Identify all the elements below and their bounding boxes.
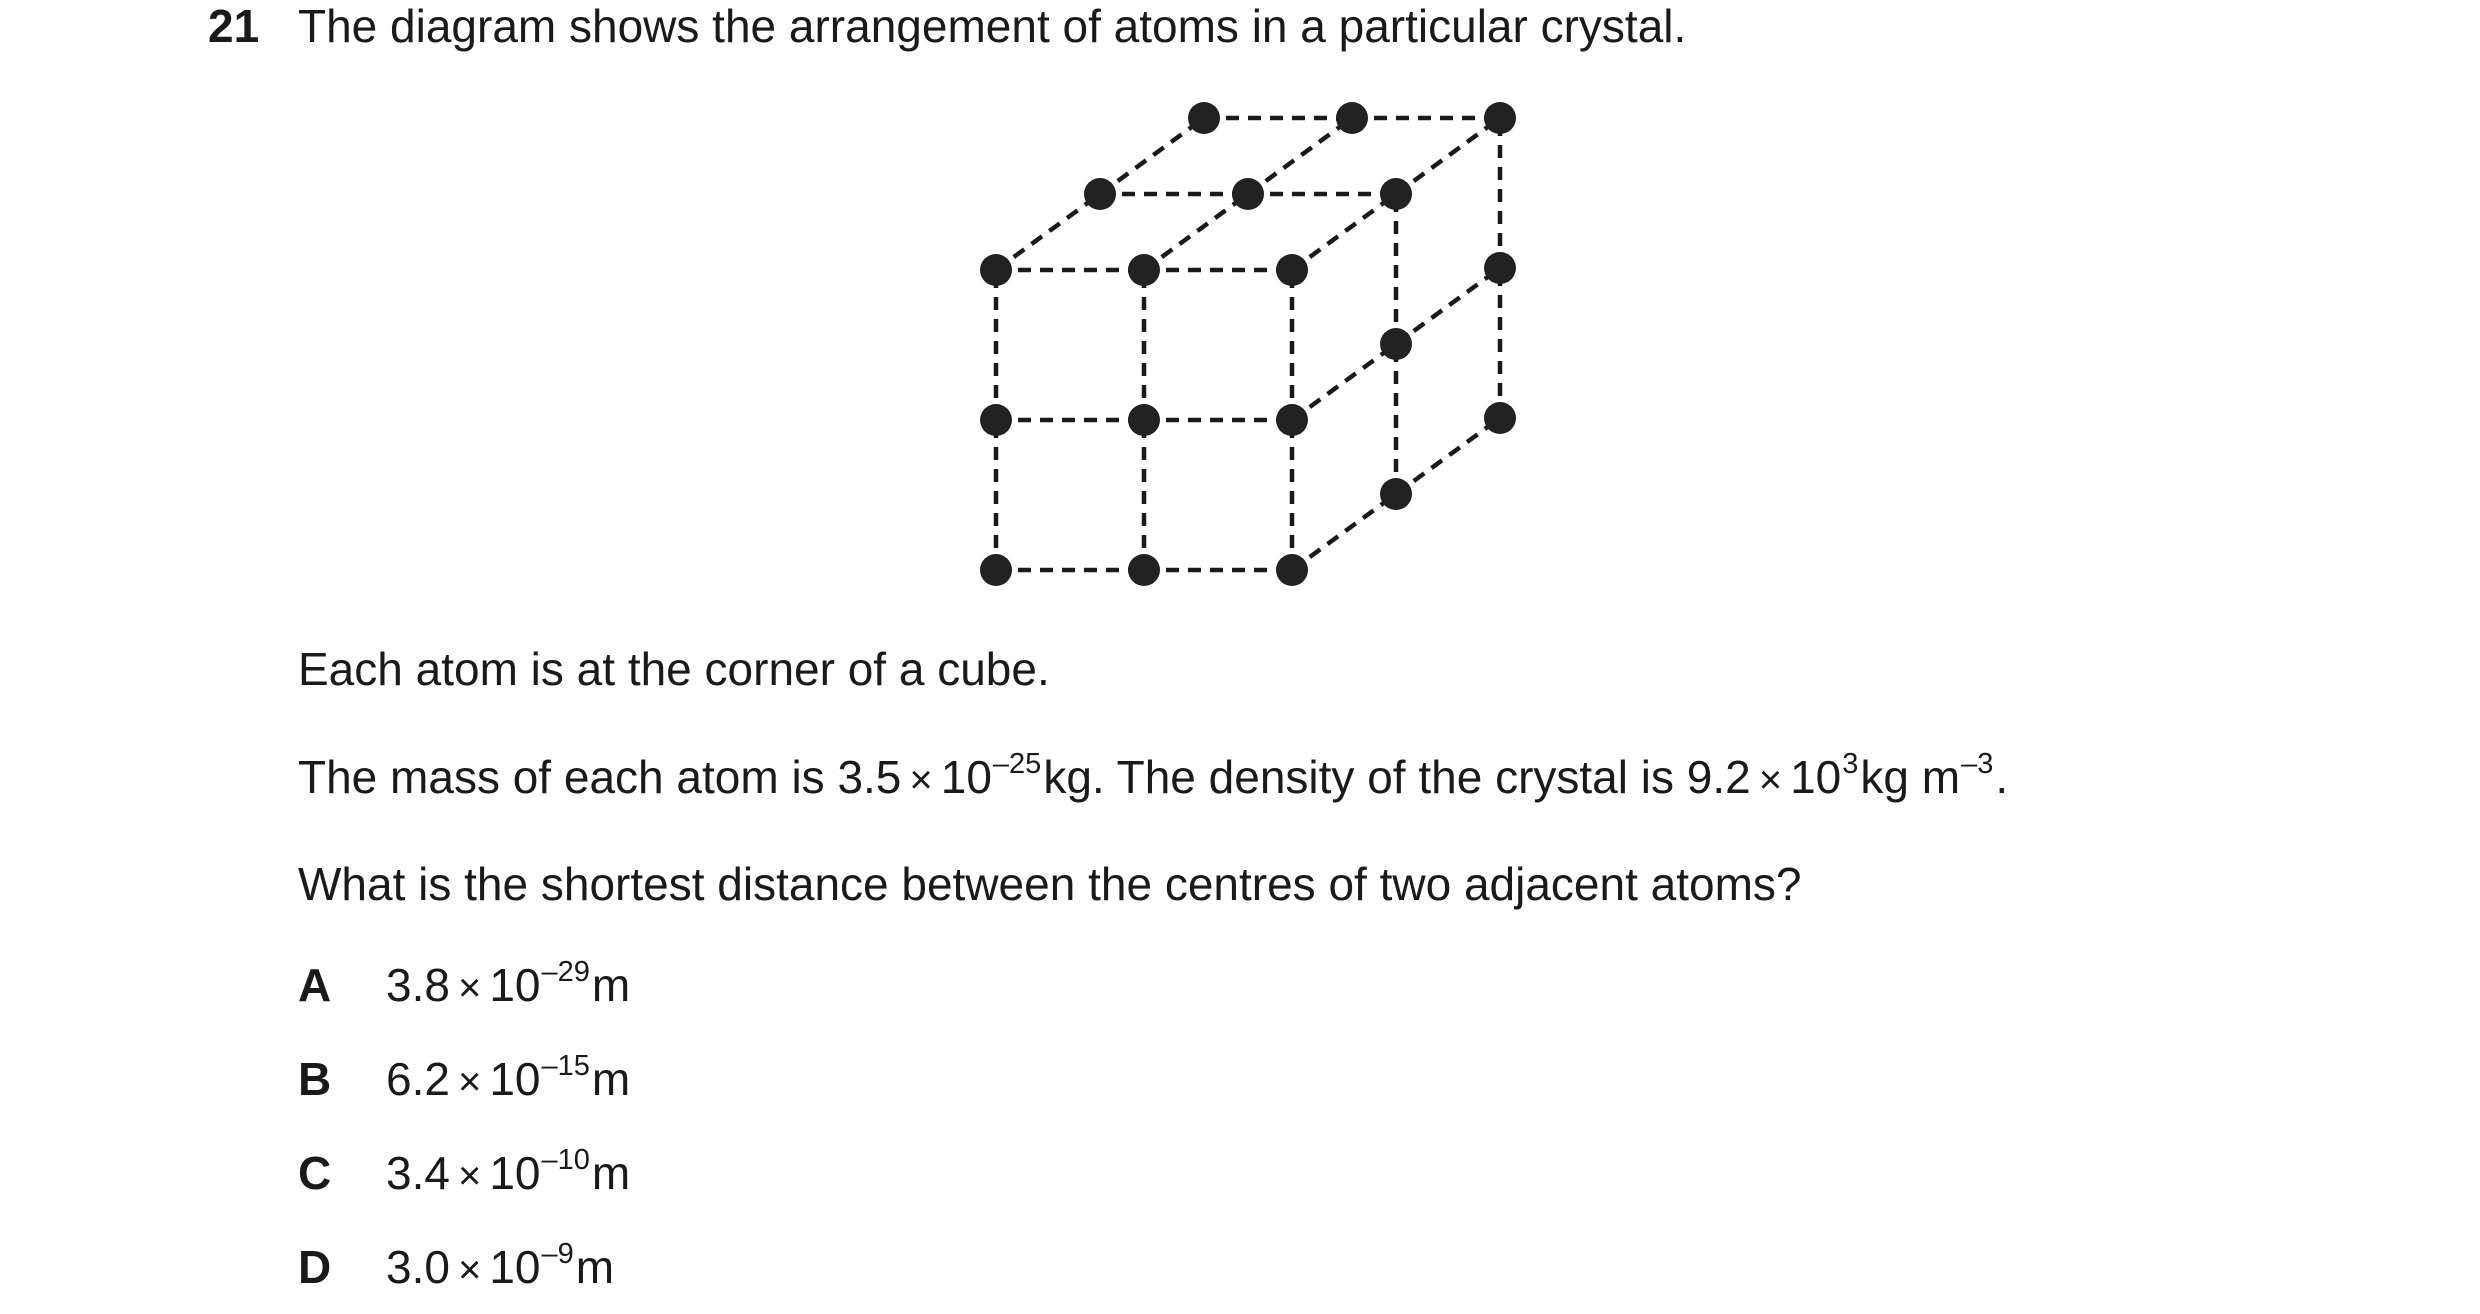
density-unit-kg: kg: [1860, 751, 1909, 803]
atom: [1276, 404, 1308, 436]
density-end: .: [1995, 751, 2009, 803]
statement-corner: Each atom is at the corner of a cube.: [298, 643, 1050, 695]
atom: [1336, 102, 1368, 134]
times-sign: ×: [909, 758, 933, 802]
atom: [1276, 554, 1308, 586]
atom: [1188, 102, 1220, 134]
lattice-bond-line: [1100, 118, 1204, 194]
lattice-bond-line: [1396, 268, 1500, 344]
atom: [1380, 478, 1412, 510]
lattice-bond-line: [996, 194, 1100, 270]
times-sign: ×: [1758, 758, 1783, 802]
mass-base: 10: [940, 751, 992, 803]
mass-exponent: –25: [992, 748, 1042, 780]
atom: [1232, 178, 1264, 210]
mass-text: The mass of each atom is 3.5: [298, 751, 902, 803]
option-value: $3.0 \times 10^{-9}m$: [386, 1238, 615, 1293]
atom: [1128, 554, 1160, 586]
density-text: kg. The density of the crystal is 9.2: [1043, 751, 1751, 803]
lattice-bond-line: [1144, 194, 1248, 270]
atom: [1484, 252, 1516, 284]
atom: [1484, 402, 1516, 434]
atom: [1484, 102, 1516, 134]
atom: [1380, 178, 1412, 210]
question-ask: What is the shortest distance between the centres of two adjacent atoms?: [298, 858, 1802, 910]
option-value: $3.8 \times 10^{-29}m$: [386, 956, 631, 1011]
atom: [1128, 254, 1160, 286]
option-value: $3.4 \times 10^{-10}m$: [386, 1144, 631, 1199]
atom: [1128, 404, 1160, 436]
lattice-bond-line: [1292, 344, 1396, 420]
option-letter: A: [298, 959, 332, 1011]
option-value: $6.2 \times 10^{-15}m$: [386, 1050, 631, 1105]
question-intro: The diagram shows the arrangement of atoms in a particular crystal.: [298, 0, 1687, 52]
atom: [980, 404, 1012, 436]
atom: [980, 254, 1012, 286]
question-number: 21: [208, 0, 260, 52]
lattice-bond-line: [1248, 118, 1352, 194]
lattice-bond-line: [1292, 494, 1396, 570]
atom: [980, 554, 1012, 586]
statement-mass-density: [298, 750, 2008, 807]
density-unit-m: m: [1921, 751, 1961, 803]
atom: [1276, 254, 1308, 286]
lattice-bond-line: [1292, 194, 1396, 270]
option-letter: D: [298, 1241, 332, 1293]
atom: [1084, 178, 1116, 210]
density-base: 10: [1790, 751, 1842, 803]
lattice-bond-line: [1396, 118, 1500, 194]
density-unit-exponent: –3: [1961, 748, 1994, 780]
lattice-bond-line: [1396, 418, 1500, 494]
atom: [1380, 328, 1412, 360]
density-exponent: 3: [1842, 748, 1859, 780]
option-letter: B: [298, 1053, 332, 1105]
option-letter: C: [298, 1147, 332, 1199]
